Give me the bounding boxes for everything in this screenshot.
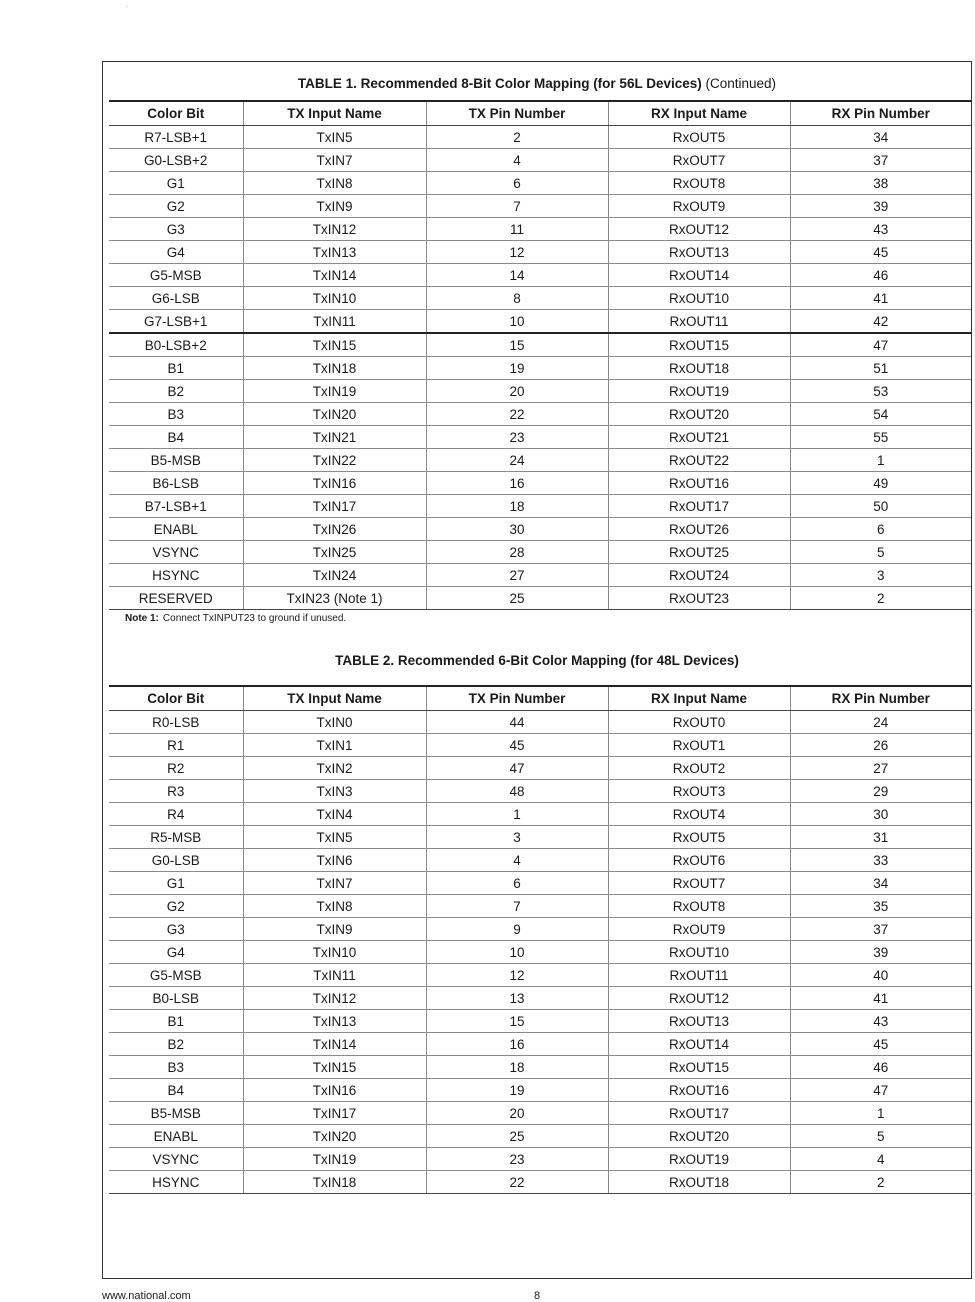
table2-header-cell: RX Input Name — [608, 686, 790, 711]
table-cell: B3 — [109, 1056, 243, 1079]
table-cell: 54 — [790, 403, 971, 426]
table-cell: 44 — [426, 711, 608, 734]
table2-header-cell: Color Bit — [109, 686, 243, 711]
table-row — [109, 1033, 971, 1056]
table-cell: 31 — [790, 826, 971, 849]
table-cell: 41 — [790, 987, 971, 1010]
table-cell: RxOUT7 — [608, 872, 790, 895]
table-cell: TxIN14 — [243, 264, 426, 287]
table-cell: RxOUT19 — [608, 380, 790, 403]
table-cell: 16 — [426, 472, 608, 495]
table-cell: TxIN0 — [243, 711, 426, 734]
table-cell: R0-LSB — [109, 711, 243, 734]
table-row — [109, 1010, 971, 1033]
table-row — [109, 1056, 971, 1079]
table-cell: 2 — [790, 587, 971, 610]
table-row — [109, 987, 971, 1010]
table-cell: G3 — [109, 218, 243, 241]
table-cell: G6-LSB — [109, 287, 243, 310]
table-cell: TxIN14 — [243, 1033, 426, 1056]
table-cell: 2 — [790, 1171, 971, 1194]
table-cell: TxIN15 — [243, 333, 426, 357]
table-cell: 5 — [790, 1125, 971, 1148]
table-row — [109, 380, 971, 403]
table1-header-cell: RX Pin Number — [790, 101, 971, 126]
table-cell: TxIN13 — [243, 241, 426, 264]
table-cell: ENABL — [109, 518, 243, 541]
table-cell: 30 — [790, 803, 971, 826]
table-row — [109, 1148, 971, 1171]
table2-caption — [103, 653, 971, 668]
footer-page-number: 8 — [534, 1290, 541, 1302]
table-cell: TxIN21 — [243, 426, 426, 449]
table-cell: 3 — [426, 826, 608, 849]
table-cell: TxIN7 — [243, 872, 426, 895]
table2-header-row — [109, 686, 971, 711]
table-cell: TxIN1 — [243, 734, 426, 757]
table-cell: G4 — [109, 241, 243, 264]
table-row — [109, 1102, 971, 1125]
corner-mark: . — [126, 0, 129, 9]
table-cell: TxIN8 — [243, 895, 426, 918]
table-cell: 25 — [426, 1125, 608, 1148]
table-cell: B6-LSB — [109, 472, 243, 495]
table1-header-cell: TX Input Name — [243, 101, 426, 126]
table-row — [109, 711, 971, 734]
table-cell: RxOUT19 — [608, 1148, 790, 1171]
table-cell: 7 — [426, 895, 608, 918]
table-cell: RxOUT25 — [608, 541, 790, 564]
table-cell: 35 — [790, 895, 971, 918]
table-cell: 5 — [790, 541, 971, 564]
table-cell: RxOUT20 — [608, 403, 790, 426]
table-cell: G2 — [109, 895, 243, 918]
table-cell: TxIN23 (Note 1) — [243, 587, 426, 610]
table-cell: TxIN3 — [243, 780, 426, 803]
table-cell: RxOUT1 — [608, 734, 790, 757]
table-row — [109, 218, 971, 241]
table-row — [109, 264, 971, 287]
table-cell: R5-MSB — [109, 826, 243, 849]
table-cell: RxOUT5 — [608, 826, 790, 849]
table1 — [109, 100, 971, 610]
table-cell: 20 — [426, 1102, 608, 1125]
table-cell: TxIN5 — [243, 126, 426, 149]
table-cell: 14 — [426, 264, 608, 287]
table1-header-row — [109, 101, 971, 126]
table-cell: 4 — [426, 149, 608, 172]
table-cell: 46 — [790, 1056, 971, 1079]
table-row — [109, 241, 971, 264]
table-cell: TxIN18 — [243, 357, 426, 380]
table2-title: TABLE 2. Recommended 6-Bit Color Mapping (for 48L Devices) — [335, 653, 739, 668]
table-cell: RxOUT9 — [608, 195, 790, 218]
table-cell: 19 — [426, 357, 608, 380]
table-cell: 12 — [426, 964, 608, 987]
table-row — [109, 426, 971, 449]
table-row — [109, 872, 971, 895]
table-cell: TxIN18 — [243, 1171, 426, 1194]
table-cell: 22 — [426, 1171, 608, 1194]
table-cell: B5-MSB — [109, 449, 243, 472]
table-cell: 8 — [426, 287, 608, 310]
table-cell: 20 — [426, 380, 608, 403]
table-cell: TxIN8 — [243, 172, 426, 195]
table-cell: B4 — [109, 1079, 243, 1102]
table-cell: B0-LSB — [109, 987, 243, 1010]
table-cell: TxIN5 — [243, 826, 426, 849]
table-cell: 46 — [790, 264, 971, 287]
table-cell: G3 — [109, 918, 243, 941]
table-cell: B7-LSB+1 — [109, 495, 243, 518]
table2-body — [109, 711, 971, 1194]
table-row — [109, 564, 971, 587]
table-cell: 45 — [790, 1033, 971, 1056]
table-cell: ENABL — [109, 1125, 243, 1148]
table2-header-cell: RX Pin Number — [790, 686, 971, 711]
table-cell: 2 — [426, 126, 608, 149]
table-cell: R3 — [109, 780, 243, 803]
table-row — [109, 472, 971, 495]
table-cell: G4 — [109, 941, 243, 964]
table-cell: RxOUT26 — [608, 518, 790, 541]
table-cell: TxIN10 — [243, 287, 426, 310]
table-cell: B5-MSB — [109, 1102, 243, 1125]
table-cell: RxOUT15 — [608, 1056, 790, 1079]
table-row — [109, 803, 971, 826]
table-row — [109, 287, 971, 310]
table-row — [109, 941, 971, 964]
table-cell: TxIN4 — [243, 803, 426, 826]
table-cell: RxOUT20 — [608, 1125, 790, 1148]
table-row — [109, 1079, 971, 1102]
table-cell: 4 — [426, 849, 608, 872]
table-cell: TxIN16 — [243, 472, 426, 495]
table-row — [109, 734, 971, 757]
table-cell: 37 — [790, 918, 971, 941]
table1-header-cell: TX Pin Number — [426, 101, 608, 126]
table-cell: 45 — [790, 241, 971, 264]
table-cell: TxIN15 — [243, 1056, 426, 1079]
table-cell: R4 — [109, 803, 243, 826]
table-cell: RxOUT14 — [608, 264, 790, 287]
table-cell: B3 — [109, 403, 243, 426]
table-cell: TxIN17 — [243, 1102, 426, 1125]
table-cell: RxOUT15 — [608, 333, 790, 357]
table-cell: R1 — [109, 734, 243, 757]
table-cell: G0-LSB — [109, 849, 243, 872]
table-cell: 1 — [426, 803, 608, 826]
table-cell: RxOUT12 — [608, 218, 790, 241]
table-cell: 4 — [790, 1148, 971, 1171]
table-cell: G5-MSB — [109, 264, 243, 287]
table-cell: 26 — [790, 734, 971, 757]
table-row — [109, 518, 971, 541]
table-cell: TxIN24 — [243, 564, 426, 587]
table-cell: TxIN19 — [243, 380, 426, 403]
table-row — [109, 333, 971, 357]
table-row — [109, 541, 971, 564]
table1-note — [125, 613, 346, 624]
table-cell: 6 — [790, 518, 971, 541]
table-cell: RxOUT7 — [608, 149, 790, 172]
table-cell: TxIN13 — [243, 1010, 426, 1033]
table-cell: RxOUT13 — [608, 1010, 790, 1033]
table-cell: 41 — [790, 287, 971, 310]
table-cell: RxOUT6 — [608, 849, 790, 872]
table-cell: 38 — [790, 172, 971, 195]
table1-continued: (Continued) — [705, 76, 777, 91]
table-cell: RxOUT5 — [608, 126, 790, 149]
table1-caption — [103, 76, 971, 91]
table-cell: RxOUT21 — [608, 426, 790, 449]
footer-website-link[interactable]: www.national.com — [102, 1290, 191, 1302]
table-cell: 55 — [790, 426, 971, 449]
table2 — [109, 685, 971, 1194]
table-cell: TxIN7 — [243, 149, 426, 172]
table-cell: G7-LSB+1 — [109, 310, 243, 334]
table-cell: 43 — [790, 1010, 971, 1033]
table-cell: 30 — [426, 518, 608, 541]
table-row — [109, 1171, 971, 1194]
table-cell: 15 — [426, 333, 608, 357]
table-row — [109, 172, 971, 195]
table1-header-cell: RX Input Name — [608, 101, 790, 126]
table-cell: RxOUT11 — [608, 964, 790, 987]
table-cell: 37 — [790, 149, 971, 172]
table-cell: 42 — [790, 310, 971, 334]
table-cell: B2 — [109, 380, 243, 403]
table-cell: RxOUT18 — [608, 357, 790, 380]
table-cell: RxOUT2 — [608, 757, 790, 780]
table-cell: HSYNC — [109, 564, 243, 587]
table-cell: 7 — [426, 195, 608, 218]
table-row — [109, 449, 971, 472]
table-cell: TxIN10 — [243, 941, 426, 964]
table-cell: TxIN11 — [243, 310, 426, 334]
table-cell: R2 — [109, 757, 243, 780]
table-cell: 39 — [790, 195, 971, 218]
table-cell: G5-MSB — [109, 964, 243, 987]
table-row — [109, 1125, 971, 1148]
table-cell: 29 — [790, 780, 971, 803]
table-cell: 47 — [790, 333, 971, 357]
table-row — [109, 849, 971, 872]
table-cell: RxOUT4 — [608, 803, 790, 826]
table-cell: TxIN12 — [243, 987, 426, 1010]
table-row — [109, 587, 971, 610]
table-cell: 1 — [790, 1102, 971, 1125]
content-frame — [102, 61, 972, 1279]
table-cell: VSYNC — [109, 1148, 243, 1171]
table-cell: 23 — [426, 1148, 608, 1171]
table-cell: 40 — [790, 964, 971, 987]
table-cell: 25 — [426, 587, 608, 610]
table-cell: 1 — [790, 449, 971, 472]
table-cell: 28 — [426, 541, 608, 564]
table-cell: 9 — [426, 918, 608, 941]
table-cell: RxOUT17 — [608, 1102, 790, 1125]
table-cell: G1 — [109, 172, 243, 195]
table-cell: VSYNC — [109, 541, 243, 564]
table-cell: RxOUT23 — [608, 587, 790, 610]
table-cell: 53 — [790, 380, 971, 403]
table-cell: RxOUT16 — [608, 1079, 790, 1102]
table-cell: 34 — [790, 126, 971, 149]
table-cell: 27 — [790, 757, 971, 780]
table-cell: 11 — [426, 218, 608, 241]
table-cell: B4 — [109, 426, 243, 449]
table-cell: RxOUT18 — [608, 1171, 790, 1194]
table-cell: TxIN20 — [243, 1125, 426, 1148]
table-cell: TxIN26 — [243, 518, 426, 541]
table-cell: RxOUT8 — [608, 172, 790, 195]
table-cell: 10 — [426, 310, 608, 334]
table-cell: G0-LSB+2 — [109, 149, 243, 172]
table2-header-cell: TX Pin Number — [426, 686, 608, 711]
table-row — [109, 126, 971, 149]
table-cell: B1 — [109, 1010, 243, 1033]
table-row — [109, 195, 971, 218]
table-cell: RxOUT16 — [608, 472, 790, 495]
table2-header-cell: TX Input Name — [243, 686, 426, 711]
table-cell: B0-LSB+2 — [109, 333, 243, 357]
table-row — [109, 964, 971, 987]
table-cell: 23 — [426, 426, 608, 449]
table-cell: 45 — [426, 734, 608, 757]
table1-body — [109, 126, 971, 610]
table-cell: TxIN9 — [243, 195, 426, 218]
table-cell: TxIN17 — [243, 495, 426, 518]
table-cell: TxIN16 — [243, 1079, 426, 1102]
table1-header-cell: Color Bit — [109, 101, 243, 126]
table-cell: 24 — [790, 711, 971, 734]
table-cell: 10 — [426, 941, 608, 964]
table-cell: TxIN11 — [243, 964, 426, 987]
table-cell: TxIN19 — [243, 1148, 426, 1171]
table-cell: B2 — [109, 1033, 243, 1056]
table-cell: RxOUT12 — [608, 987, 790, 1010]
table-cell: 34 — [790, 872, 971, 895]
table-cell: 18 — [426, 1056, 608, 1079]
table-row — [109, 780, 971, 803]
table-cell: RxOUT22 — [608, 449, 790, 472]
table-cell: 16 — [426, 1033, 608, 1056]
table-cell: TxIN25 — [243, 541, 426, 564]
table-row — [109, 895, 971, 918]
table-cell: 3 — [790, 564, 971, 587]
table-cell: RxOUT0 — [608, 711, 790, 734]
table-cell: B1 — [109, 357, 243, 380]
table-cell: 50 — [790, 495, 971, 518]
table-cell: 51 — [790, 357, 971, 380]
table-row — [109, 357, 971, 380]
table-cell: HSYNC — [109, 1171, 243, 1194]
table-cell: TxIN9 — [243, 918, 426, 941]
table-cell: 39 — [790, 941, 971, 964]
table-cell: RxOUT24 — [608, 564, 790, 587]
table-cell: 49 — [790, 472, 971, 495]
table-cell: 19 — [426, 1079, 608, 1102]
table-cell: TxIN2 — [243, 757, 426, 780]
table-row — [109, 826, 971, 849]
table-cell: TxIN6 — [243, 849, 426, 872]
table-cell: TxIN12 — [243, 218, 426, 241]
table-cell: RxOUT10 — [608, 941, 790, 964]
table-cell: TxIN20 — [243, 403, 426, 426]
table-cell: 13 — [426, 987, 608, 1010]
table-cell: RESERVED — [109, 587, 243, 610]
table-cell: 6 — [426, 872, 608, 895]
table-cell: 47 — [426, 757, 608, 780]
table-row — [109, 495, 971, 518]
note-label: Note 1: — [125, 613, 159, 624]
table1-title: TABLE 1. Recommended 8-Bit Color Mapping (for 56L Devices) — [297, 76, 702, 91]
table-cell: RxOUT14 — [608, 1033, 790, 1056]
table-row — [109, 310, 971, 334]
table-row — [109, 403, 971, 426]
table-row — [109, 149, 971, 172]
table-cell: 48 — [426, 780, 608, 803]
table-cell: 33 — [790, 849, 971, 872]
table-cell: RxOUT17 — [608, 495, 790, 518]
table-row — [109, 757, 971, 780]
note-text: Connect TxINPUT23 to ground if unused. — [162, 613, 347, 624]
table-cell: RxOUT3 — [608, 780, 790, 803]
table-cell: RxOUT8 — [608, 895, 790, 918]
table-cell: 12 — [426, 241, 608, 264]
table-cell: 47 — [790, 1079, 971, 1102]
table-cell: 6 — [426, 172, 608, 195]
table-cell: 18 — [426, 495, 608, 518]
table-cell: TxIN22 — [243, 449, 426, 472]
table-cell: R7-LSB+1 — [109, 126, 243, 149]
table-cell: G2 — [109, 195, 243, 218]
table-cell: 27 — [426, 564, 608, 587]
table-cell: 22 — [426, 403, 608, 426]
table-cell: RxOUT9 — [608, 918, 790, 941]
table-cell: 43 — [790, 218, 971, 241]
table-cell: RxOUT13 — [608, 241, 790, 264]
table-cell: RxOUT10 — [608, 287, 790, 310]
table-cell: 15 — [426, 1010, 608, 1033]
table-cell: RxOUT11 — [608, 310, 790, 334]
table-cell: 24 — [426, 449, 608, 472]
table-cell: G1 — [109, 872, 243, 895]
table-row — [109, 918, 971, 941]
